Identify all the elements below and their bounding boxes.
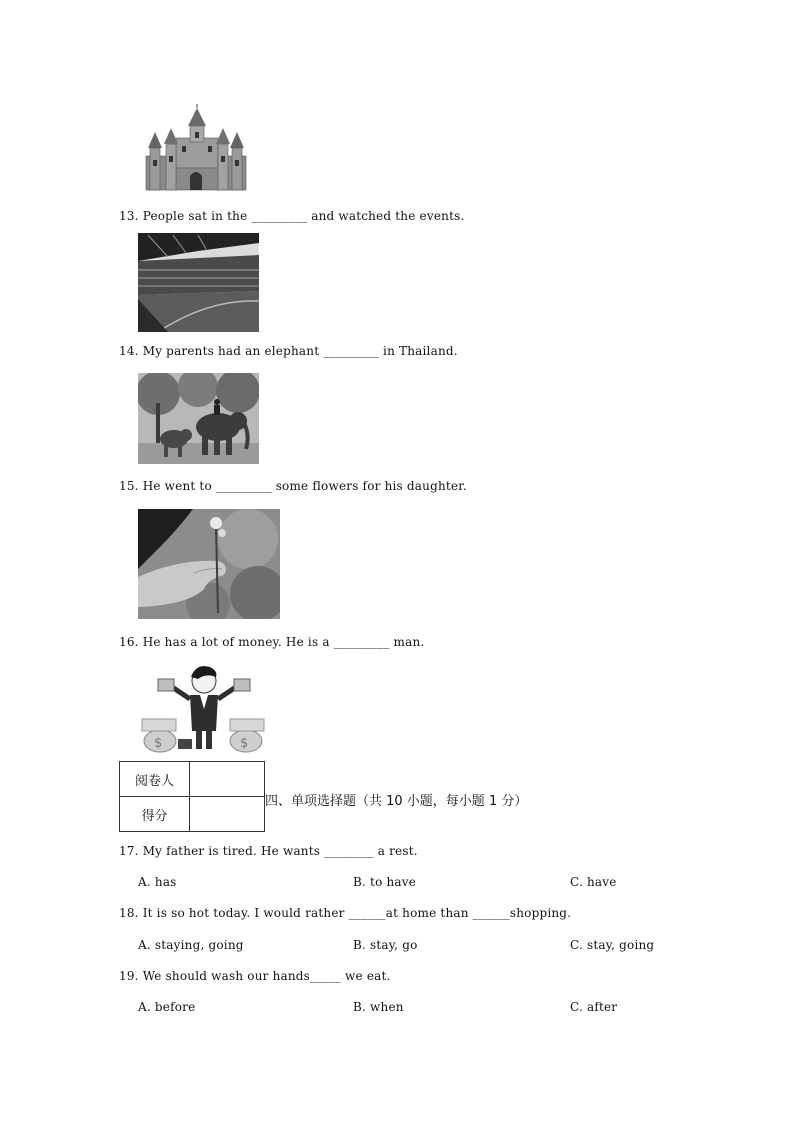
option-b[interactable]: B. when [353, 1000, 404, 1014]
question-number: 13. [119, 209, 139, 223]
option-b[interactable]: B. stay, go [353, 938, 418, 952]
question-number: 15. [119, 479, 139, 493]
question-19: 19. We should wash our hands_____ we eat. [119, 969, 391, 983]
option-c[interactable]: C. after [570, 1000, 618, 1014]
question-text: My parents had an elephant _________ in Thailand. [142, 344, 458, 358]
rich-man-image [138, 661, 270, 755]
score-cell[interactable] [190, 797, 265, 832]
reviewer-label: 阅卷人 [120, 762, 190, 797]
question-17: 17. My father is tired. He wants ________ a rest. [119, 844, 418, 858]
question-number: 14. [119, 344, 139, 358]
question-18: 18. It is so hot today. I would rather ______at home than ______shopping. [119, 906, 572, 920]
question-15 [119, 479, 467, 493]
option-a[interactable]: A. staying, going [138, 938, 244, 952]
picking-flowers-image [138, 509, 280, 619]
reviewer-cell[interactable] [190, 762, 265, 797]
castle-image [138, 104, 252, 192]
score-table [119, 761, 265, 832]
question-number: 16. [119, 635, 139, 649]
option-b[interactable]: B. to have [353, 875, 417, 889]
score-label: 得分 [120, 797, 190, 832]
question-13 [119, 209, 464, 223]
elephant-ride-image [138, 373, 259, 464]
svg-text:$: $ [154, 736, 163, 751]
question-text: He went to _________ some flowers for his daughter. [142, 479, 467, 493]
svg-text:$: $ [240, 736, 249, 751]
section-title: 四、单项选择题（共 10 小题，每小题 1 分） [265, 794, 528, 809]
option-c[interactable]: C. have [570, 875, 617, 889]
stadium-image [138, 233, 259, 332]
option-c[interactable]: C. stay, going [570, 938, 655, 952]
question-text: He has a lot of money. He is a _________ man. [142, 635, 425, 649]
question-text: People sat in the _________ and watched the events. [142, 209, 465, 223]
option-a[interactable]: A. before [138, 1000, 196, 1014]
question-16 [119, 635, 424, 649]
question-14 [119, 344, 458, 358]
option-a[interactable]: A. has [138, 875, 177, 889]
